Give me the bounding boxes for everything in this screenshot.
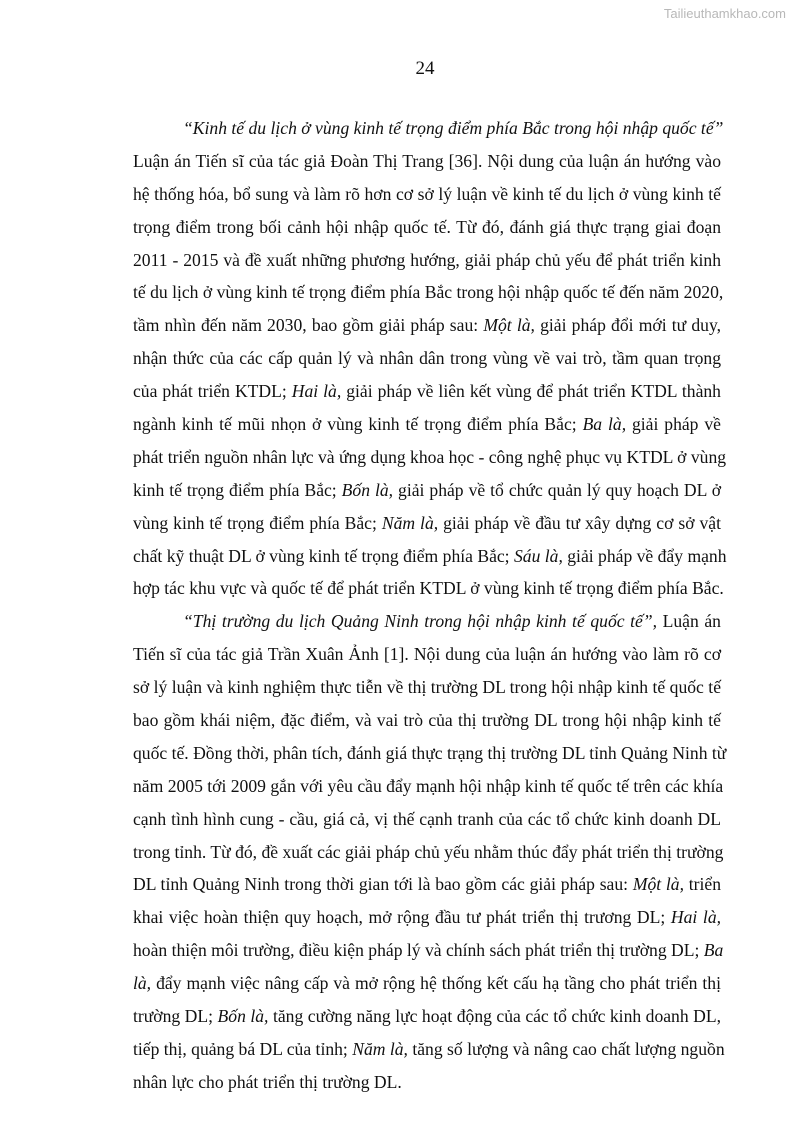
page-number: 24	[415, 58, 435, 79]
italic-text: Hai là,	[670, 907, 722, 928]
text-segment: tiếp thị, quảng bá DL của tỉnh;	[133, 1038, 353, 1059]
text-segment: Luận án Tiến sĩ của tác giả Đoàn Thị Trang [36]. Nội dung của luận án hướng vào	[133, 150, 721, 171]
italic-text: Sáu là,	[513, 545, 563, 566]
paragraph	[133, 112, 727, 605]
italic-text: Bốn là,	[341, 479, 394, 500]
text-segment: chất kỹ thuật DL ở vùng kinh tế trọng điểm phía Bắc;	[133, 545, 514, 566]
text-line	[133, 638, 721, 671]
text-segment: nhận thức của các cấp quản lý và nhân dân trong vùng về vai trò, tầm quan trọng	[133, 348, 721, 369]
text-line	[133, 868, 721, 901]
text-segment: trọng điểm trong bối cảnh hội nhập quốc tế. Từ đó, đánh giá thực trạng giai đoạn	[133, 216, 721, 237]
text-segment: DL tỉnh Quảng Ninh trong thời gian tới là bao gồm các giải pháp sau:	[133, 874, 633, 895]
italic-text: Năm là,	[352, 1038, 408, 1059]
text-segment: quốc tế. Đồng thời, phân tích, đánh giá thực trạng thị trường DL tỉnh Quảng Ninh từ	[133, 742, 727, 763]
text-line	[133, 901, 721, 934]
text-line	[133, 934, 724, 967]
text-segment: trường DL;	[133, 1006, 218, 1027]
text-segment: tăng cường năng lực hoạt động của các tổ chức kinh doanh DL,	[268, 1006, 722, 1027]
text-segment: khai việc hoàn thiện quy hoạch, mở rộng đầu tư phát triển thị trương DL;	[133, 907, 671, 928]
text-line	[133, 1066, 721, 1099]
text-line	[133, 112, 724, 145]
text-line	[133, 178, 721, 211]
text-segment: giải pháp về liên kết vùng để phát triển KTDL thành	[341, 381, 721, 402]
text-line	[133, 474, 721, 507]
text-line	[133, 408, 721, 441]
text-line	[133, 309, 721, 342]
text-line	[133, 375, 721, 408]
text-segment: đẩy mạnh việc nâng cấp và mở rộng hệ thống kết cấu hạ tầng cho phát triển thị	[151, 973, 721, 994]
paragraph	[133, 605, 727, 1098]
italic-text: Một là,	[632, 874, 684, 895]
text-segment: năm 2005 tới 2009 gắn với yêu cầu đẩy mạnh hội nhập kinh tế quốc tế trên các khía	[133, 775, 724, 796]
text-line	[133, 1000, 721, 1033]
text-segment: tế du lịch ở vùng kinh tế trọng điểm phía Bắc trong hội nhập quốc tế đến năm 2020,	[133, 282, 724, 303]
text-line	[133, 770, 724, 803]
text-segment: cạnh tình hình cung - cầu, giá cả, vị thế cạnh tranh của các tổ chức kinh doanh DL	[133, 808, 721, 829]
text-segment: ngành kinh tế mũi nhọn ở vùng kinh tế trọng điểm phía Bắc;	[133, 414, 583, 435]
text-line	[133, 671, 721, 704]
text-segment: tăng số lượng và nâng cao chất lượng nguồn	[407, 1038, 725, 1059]
text-line	[133, 967, 721, 1000]
text-line	[133, 572, 724, 605]
text-segment: trong tỉnh. Từ đó, đề xuất các giải pháp chủ yếu nhằm thúc đẩy phát triển thị trường	[133, 841, 724, 862]
text-line	[133, 342, 721, 375]
text-segment: phát triển nguồn nhân lực và ứng dụng khoa học - công nghệ phục vụ KTDL ở vùng	[133, 446, 727, 467]
italic-text: Ba	[703, 940, 724, 961]
text-segment: giải pháp về tổ chức quản lý quy hoạch DL ở	[393, 479, 722, 500]
text-segment: hợp tác khu vực và quốc tế để phát triển KTDL ở vùng kinh tế trọng điểm phía Bắc.	[133, 578, 724, 599]
italic-text: Bốn là,	[217, 1006, 269, 1027]
text-segment: Tiến sĩ của tác giả Trần Xuân Ảnh [1]. Nội dung của luận án hướng vào làm rõ cơ	[133, 644, 721, 665]
text-segment: tầm nhìn đến năm 2030, bao gồm giải pháp sau:	[133, 315, 484, 336]
text-line	[133, 737, 727, 770]
text-segment: vùng kinh tế trọng điểm phía Bắc;	[133, 512, 382, 533]
text-segment: của phát triển KTDL;	[133, 381, 292, 402]
text-line	[133, 836, 724, 869]
text-segment: hệ thống hóa, bổ sung và làm rõ hơn cơ sở lý luận về kinh tế du lịch ở vùng kinh tế	[133, 183, 721, 204]
italic-text: Hai là,	[291, 381, 342, 402]
text-segment: bao gồm khái niệm, đặc điểm, và vai trò của thị trường DL trong hội nhập kinh tế	[133, 710, 721, 731]
text-line	[133, 507, 721, 540]
text-line	[133, 540, 727, 573]
text-line	[133, 211, 721, 244]
italic-text: “Thị trường du lịch Quảng Ninh trong hội nhập kinh tế quốc tế”,	[183, 611, 658, 632]
text-line	[133, 1033, 725, 1066]
italic-text: Năm là,	[381, 512, 439, 533]
text-segment: triển	[684, 874, 722, 895]
text-segment: giải pháp về đầu tư xây dựng cơ sở vật	[438, 512, 721, 533]
text-line	[133, 244, 721, 277]
italic-text: là,	[133, 973, 152, 994]
text-segment: 2011 - 2015 và đề xuất những phương hướng, giải pháp chủ yếu để phát triển kinh	[133, 249, 721, 270]
italic-text: Ba là,	[582, 414, 627, 435]
text-segment: kinh tế trọng điểm phía Bắc;	[133, 479, 342, 500]
text-segment: sở lý luận và kinh nghiệm thực tiễn về thị trường DL trong hội nhập kinh tế quốc tế	[133, 677, 721, 698]
text-segment: giải pháp về	[626, 414, 721, 435]
text-segment: Luận án	[657, 611, 721, 632]
text-line	[133, 704, 721, 737]
document-body	[133, 112, 727, 1099]
text-segment: nhân lực cho phát triển thị trường DL.	[133, 1071, 402, 1092]
text-line	[133, 276, 724, 309]
text-line	[133, 605, 721, 638]
italic-text: “Kinh tế du lịch ở vùng kinh tế trọng điểm phía Bắc trong hội nhập quốc tế”	[183, 118, 724, 138]
text-line	[133, 145, 721, 178]
text-line	[133, 441, 727, 474]
italic-text: Một là,	[483, 315, 535, 336]
watermark: Tailieuthamkhao.com	[663, 6, 786, 21]
text-segment: giải pháp về đẩy mạnh	[562, 545, 727, 566]
text-segment: hoàn thiện môi trường, điều kiện pháp lý và chính sách phát triển thị trường DL;	[133, 940, 704, 961]
text-segment: giải pháp đổi mới tư duy,	[534, 315, 722, 336]
text-line	[133, 803, 721, 836]
